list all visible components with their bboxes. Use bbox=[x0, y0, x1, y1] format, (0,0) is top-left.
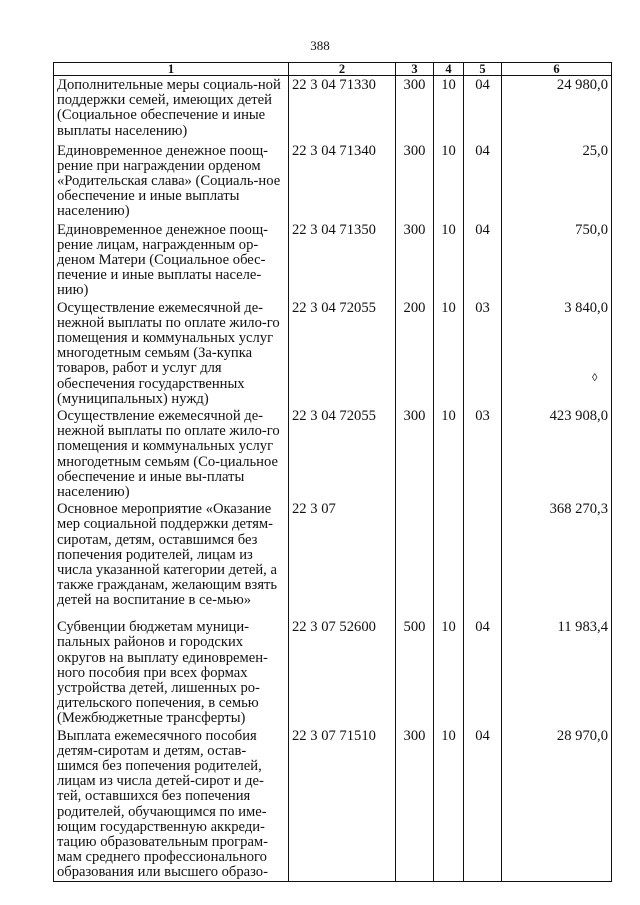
table-row bbox=[54, 407, 612, 500]
row-col3: 500 bbox=[396, 618, 434, 726]
row-col5: 03 bbox=[464, 299, 502, 407]
table-row bbox=[54, 727, 612, 882]
row-col5: 04 bbox=[464, 142, 502, 221]
row-col5: 04 bbox=[464, 221, 502, 299]
row-name: Единовременное денежное поощ-рение лицам, награжденным ор-деном Матери (Социальное обес-печение и иные выплаты населе-нию) bbox=[54, 221, 289, 299]
row-code: 22 3 07 bbox=[289, 500, 396, 618]
page-number: 388 bbox=[310, 38, 330, 53]
stray-mark: ◊ bbox=[592, 372, 598, 384]
row-col4 bbox=[434, 500, 464, 618]
row-name: Основное мероприятие «Оказание мер социальной поддержки детям-сиротам, детям, оставшимся без попечения родителей, лицам из числа указанной категории детей, а также гражданам, желающим взять детей на воспитание в се-мью» bbox=[54, 500, 289, 618]
row-name: Субвенции бюджетам муници-пальных районов и городских округов на выплату единовремен-ного пособия при всех формах устройства детей, лишенных ро-дительского попечения, в семью (Межбюджетные трансферты) bbox=[54, 618, 289, 726]
row-amount: 3 840,0 bbox=[502, 299, 612, 407]
row-amount: 368 270,3 bbox=[502, 500, 612, 618]
row-name: Осуществление ежемесячной де-нежной выплаты по оплате жило-го помещения и коммунальных услуг многодетным семьям (За-купка товаров, работ и услуг для обеспечения государственных (муниципальных) нужд) bbox=[54, 299, 289, 407]
row-col5: 03 bbox=[464, 407, 502, 500]
row-col4: 10 bbox=[434, 407, 464, 500]
column-header: 2 bbox=[289, 63, 396, 76]
row-amount: 423 908,0 bbox=[502, 407, 612, 500]
row-code: 22 3 04 71340 bbox=[289, 142, 396, 221]
row-amount: 28 970,0 bbox=[502, 727, 612, 882]
row-col3: 300 bbox=[396, 407, 434, 500]
table-row bbox=[54, 618, 612, 726]
row-col5: 04 bbox=[464, 618, 502, 726]
row-col3: 300 bbox=[396, 142, 434, 221]
row-col3: 200 bbox=[396, 299, 434, 407]
column-header: 4 bbox=[434, 63, 464, 76]
row-amount: 24 980,0 bbox=[502, 76, 612, 142]
row-code: 22 3 04 72055 bbox=[289, 299, 396, 407]
row-code: 22 3 04 71330 bbox=[289, 76, 396, 142]
row-amount: 11 983,4 bbox=[502, 618, 612, 726]
header-row bbox=[54, 63, 612, 76]
budget-table bbox=[53, 62, 612, 882]
row-code: 22 3 04 72055 bbox=[289, 407, 396, 500]
row-col4: 10 bbox=[434, 142, 464, 221]
row-code: 22 3 04 71350 bbox=[289, 221, 396, 299]
row-col3: 300 bbox=[396, 76, 434, 142]
table-row bbox=[54, 76, 612, 142]
row-col3: 300 bbox=[396, 727, 434, 882]
row-col4: 10 bbox=[434, 727, 464, 882]
row-name: Единовременное денежное поощ-рение при награждении орденом «Родительская слава» (Социаль-ное обеспечение и иные выплаты населению) bbox=[54, 142, 289, 221]
row-code: 22 3 07 52600 bbox=[289, 618, 396, 726]
row-col5 bbox=[464, 500, 502, 618]
row-name: Осуществление ежемесячной де-нежной выплаты по оплате жило-го помещения и коммунальных услуг многодетным семьям (Со-циальное обеспечение и иные вы-платы населению) bbox=[54, 407, 289, 500]
row-code: 22 3 07 71510 bbox=[289, 727, 396, 882]
row-col4: 10 bbox=[434, 221, 464, 299]
row-name: Дополнительные меры социаль-ной поддержки семей, имеющих детей (Социальное обеспечение и иные выплаты населению) bbox=[54, 76, 289, 142]
row-col3: 300 bbox=[396, 221, 434, 299]
row-amount: 25,0 bbox=[502, 142, 612, 221]
row-col3 bbox=[396, 500, 434, 618]
row-col4: 10 bbox=[434, 299, 464, 407]
row-amount: 750,0 bbox=[502, 221, 612, 299]
column-header: 1 bbox=[54, 63, 289, 76]
column-header: 3 bbox=[396, 63, 434, 76]
row-name: Выплата ежемесячного пособия детям-сиротам и детям, остав-шимся без попечения родителей, лицам из числа детей-сирот и де-тей, оставшихся без попечения родителей, обучающимся по име-ющим государственную аккреди-тацию образовательным програм-мам среднего профессионального образования или высшего образо- bbox=[54, 727, 289, 882]
row-col4: 10 bbox=[434, 618, 464, 726]
table-row bbox=[54, 500, 612, 618]
table-row bbox=[54, 299, 612, 407]
row-col5: 04 bbox=[464, 727, 502, 882]
column-header: 5 bbox=[464, 63, 502, 76]
row-col5: 04 bbox=[464, 76, 502, 142]
table-row bbox=[54, 142, 612, 221]
column-header: 6 bbox=[502, 63, 612, 76]
table-row bbox=[54, 221, 612, 299]
row-col4: 10 bbox=[434, 76, 464, 142]
